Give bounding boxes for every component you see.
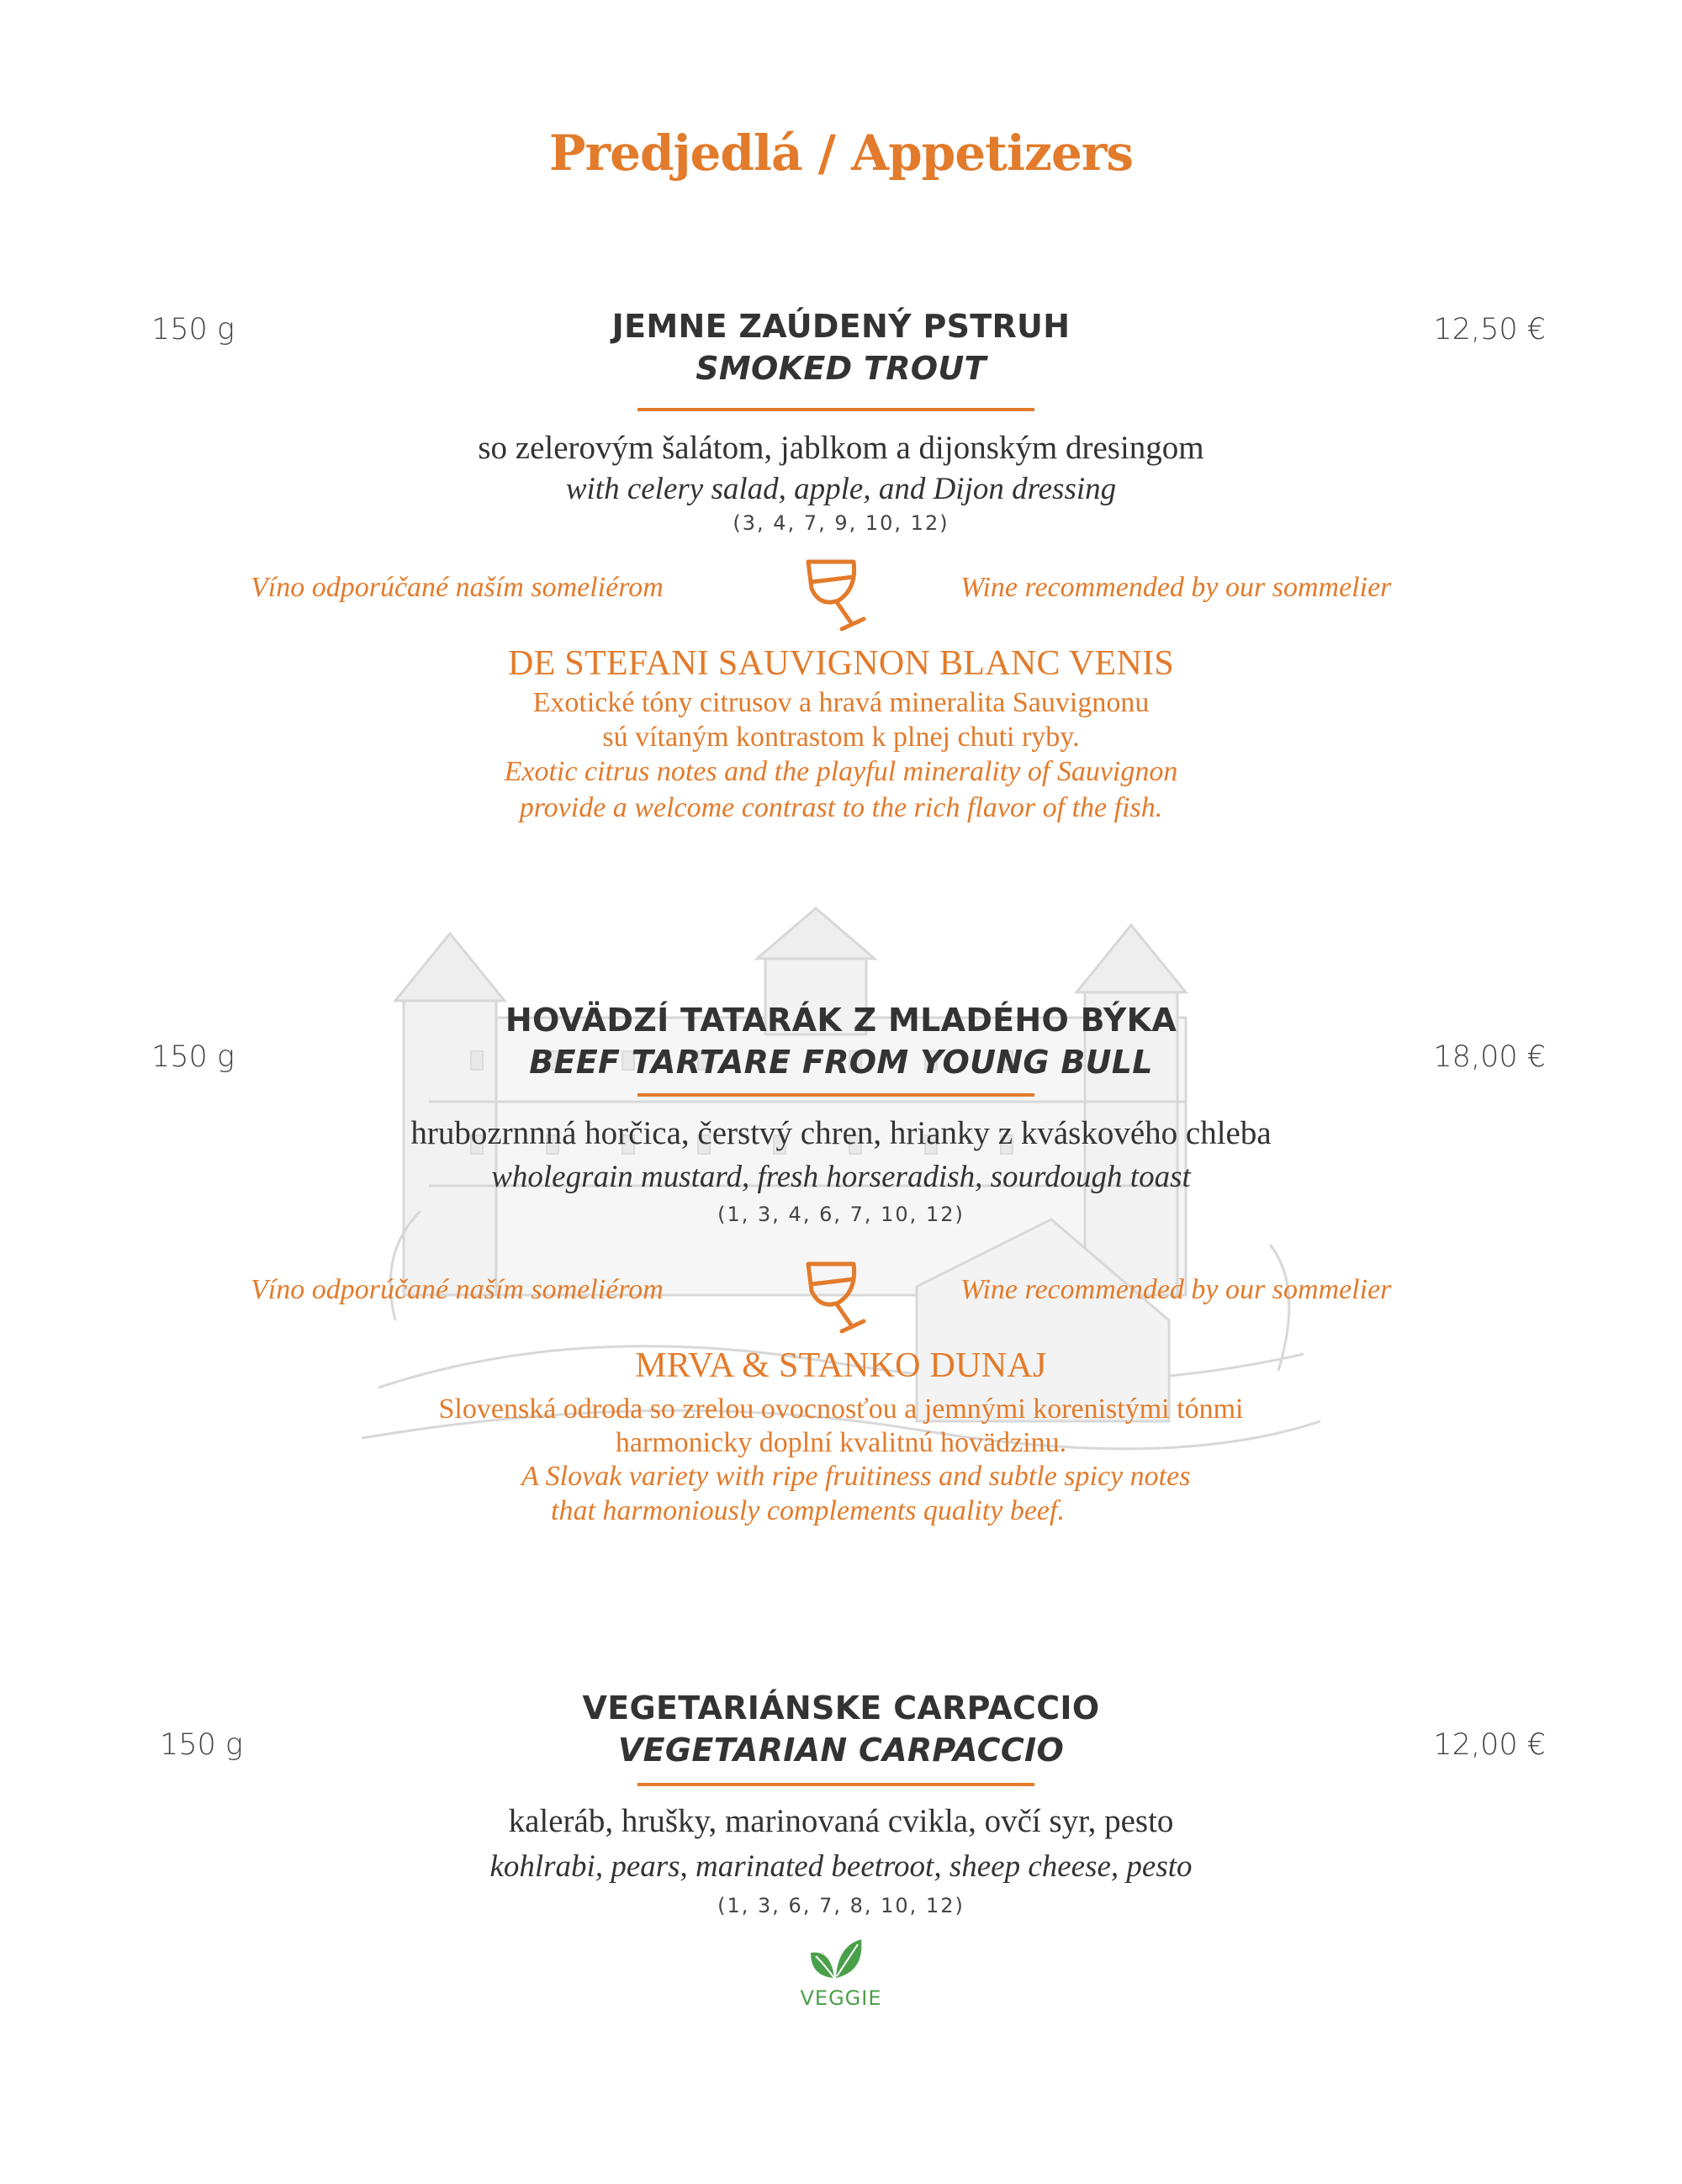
wine-glass-icon — [801, 1257, 877, 1337]
dish-description-en: wholegrain mustard, fresh horseradish, sourdough toast — [491, 1160, 1191, 1194]
dish-weight: 150 g — [160, 1728, 243, 1762]
veggie-badge: VEGGIE — [800, 1986, 882, 2010]
wine-description-sk-1: Exotické tóny citrusov a hravá mineralita Sauvignonu — [532, 687, 1150, 718]
dish-price: 12,00 € — [1433, 1728, 1546, 1762]
dish-description-en: with celery salad, apple, and Dijon dressing — [565, 472, 1117, 506]
dish-title-sk: VEGETARIÁNSKE CARPACCIO — [582, 1690, 1100, 1727]
wine-description-sk-1: Slovenská odroda so zrelou ovocnosťou a jemnými korenistými tónmi — [438, 1393, 1244, 1425]
dish-title — [0, 1687, 1682, 1771]
wine-description-en-1: Exotic citrus notes and the playful minerality of Sauvignon — [504, 756, 1178, 787]
wine-name: MRVA & STANKO DUNAJ — [635, 1346, 1047, 1385]
leaf-icon — [806, 1934, 865, 1985]
wine-name: DE STEFANI SAUVIGNON BLANC VENIS — [507, 644, 1175, 683]
title-divider — [637, 1093, 1034, 1097]
dish-description-sk: so zelerovým šalátom, jablkom a dijonským dresingom — [478, 430, 1204, 466]
dish-description-en: kohlrabi, pears, marinated beetroot, sheep cheese, pesto — [489, 1849, 1193, 1884]
allergens: (1, 3, 6, 7, 8, 10, 12) — [717, 1894, 965, 1917]
dish-description-sk: kaleráb, hrušky, marinovaná cvikla, ovčí syr, pesto — [508, 1803, 1174, 1839]
dish-title — [0, 305, 1682, 389]
dish-title-en: VEGETARIAN CARPACCIO — [617, 1732, 1065, 1769]
wine-description-en-2: provide a welcome contrast to the rich flavor of the fish. — [519, 792, 1163, 823]
dish-title-en: SMOKED TROUT — [696, 350, 986, 387]
wine-label-sk: Víno odporúčané naším someliérom — [251, 572, 664, 603]
dish-title-en: BEEF TARTARE FROM YOUNG BULL — [529, 1044, 1153, 1081]
wine-description-en-2: that harmoniously complements quality beef. — [551, 1495, 1065, 1526]
page-title: Predjedlá / Appetizers — [548, 124, 1134, 182]
allergens: (3, 4, 7, 9, 10, 12) — [733, 511, 949, 535]
wine-description-sk-2: sú vítaným kontrastom k plnej chuti ryby. — [602, 722, 1080, 753]
wine-label-en: Wine recommended by our sommelier — [960, 1274, 1392, 1305]
title-divider — [637, 1783, 1034, 1786]
title-divider — [637, 408, 1034, 411]
dish-title-sk: JEMNE ZAÚDENÝ PSTRUH — [611, 308, 1071, 345]
dish-price: 18,00 € — [1433, 1040, 1546, 1074]
wine-description-en-1: A Slovak variety with ripe fruitiness and subtle spicy notes — [521, 1461, 1191, 1492]
wine-description-sk-2: harmonicky doplní kvalitnú hovädzinu. — [615, 1427, 1067, 1458]
wine-glass-icon — [801, 555, 877, 635]
dish-title-sk: HOVÄDZÍ TATARÁK Z MLADÉHO BÝKA — [505, 1002, 1177, 1039]
dish-weight: 150 g — [151, 1040, 235, 1074]
dish-title — [0, 999, 1682, 1083]
allergens: (1, 3, 4, 6, 7, 10, 12) — [717, 1203, 965, 1226]
dish-description-sk: hrubozrnnná horčica, čerstvý chren, hrianky z kváskového chleba — [410, 1115, 1272, 1151]
wine-label-en: Wine recommended by our sommelier — [960, 572, 1392, 603]
wine-label-sk: Víno odporúčané naším someliérom — [251, 1274, 664, 1305]
dish-price: 12,50 € — [1433, 313, 1546, 346]
dish-weight: 150 g — [151, 313, 235, 346]
